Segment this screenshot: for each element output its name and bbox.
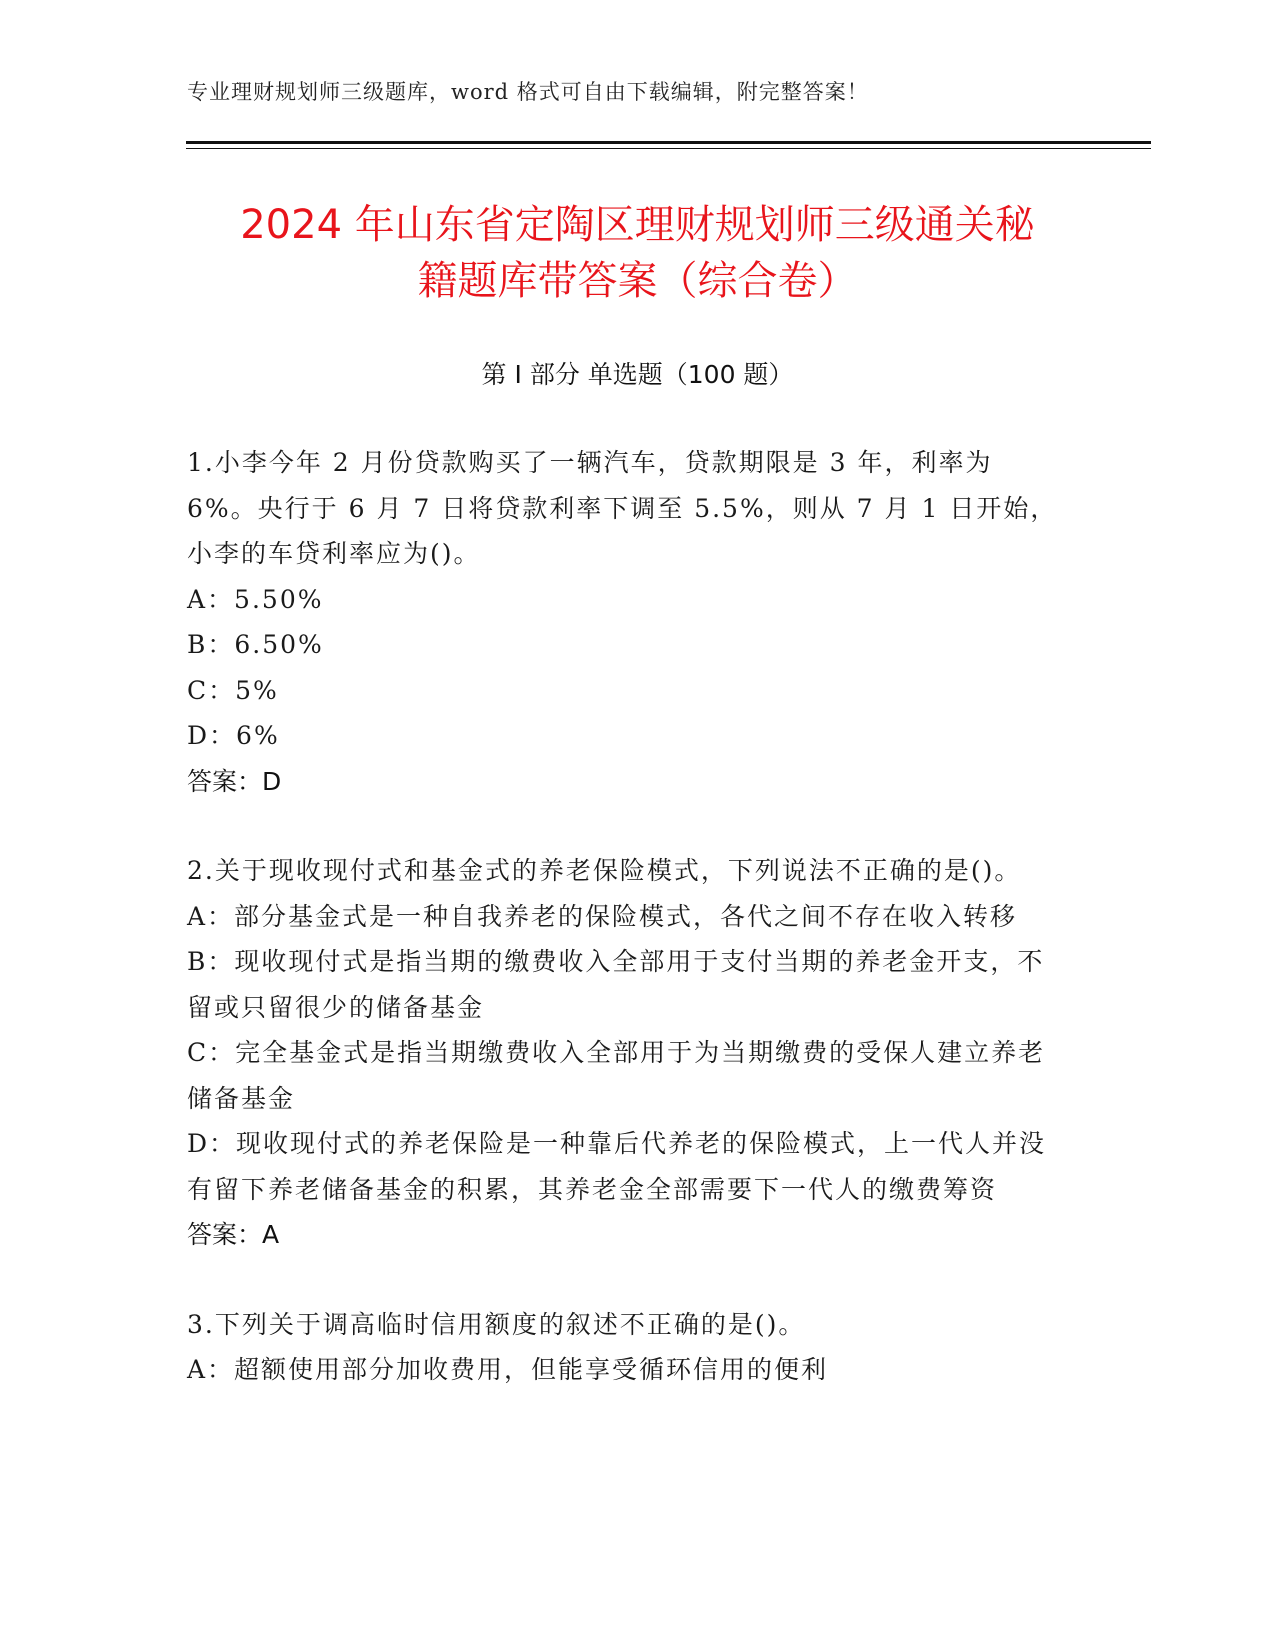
option-c: C：完全基金式是指当期缴费收入全部用于为当期缴费的受保人建立养老储备基金: [187, 1038, 1046, 1113]
option-c: C：5%: [187, 675, 279, 705]
header-rule-thin: [186, 148, 1151, 149]
header-rule-thick: [186, 141, 1151, 144]
document-title-line-1: 2024 年山东省定陶区理财规划师三级通关秘: [240, 202, 1035, 248]
question-1: [187, 440, 1067, 804]
option-d: D：现收现付式的养老保险是一种靠后代养老的保险模式，上一代人并没有留下养老储备基金的积累，其养老金全部需要下一代人的缴费筹资: [187, 1129, 1047, 1204]
option-a: A：部分基金式是一种自我养老的保险模式，各代之间不存在收入转移: [187, 901, 1018, 931]
option-b: B：现收现付式是指当期的缴费收入全部用于支付当期的养老金开支，不留或只留很少的储备基金: [187, 947, 1045, 1022]
question-list: [187, 440, 1067, 1437]
option-b: B：6.50%: [187, 630, 324, 659]
question-text: 2.关于现收现付式和基金式的养老保险模式，下列说法不正确的是()。: [187, 856, 1022, 885]
header-note: 专业理财规划师三级题库，word 格式可自由下载编辑，附完整答案！: [187, 80, 869, 104]
question-2: [187, 848, 1067, 1258]
option-a: A：5.50%: [187, 584, 324, 614]
option-d: D：6%: [187, 721, 280, 750]
question-text: 1.小李今年 2 月份贷款购买了一辆汽车，贷款期限是 3 年，利率为 6%。央行于 6 月 7 日将贷款利率下调至 5.5%，则从 7 月 1 日开始，小李的车贷利率应为()。: [187, 448, 1058, 568]
document-title: [150, 197, 1125, 309]
option-a: A：超额使用部分加收费用，但能享受循环信用的便利: [187, 1355, 829, 1384]
answer: 答案：D: [187, 766, 282, 796]
question-text: 3.下列关于调高临时信用额度的叙述不正确的是()。: [187, 1309, 806, 1339]
section-title: 第 I 部分 单选题（100 题）: [481, 360, 794, 389]
answer: 答案：A: [187, 1220, 280, 1249]
document-title-line-2: 籍题库带答案（综合卷）: [417, 258, 858, 304]
question-3: [187, 1302, 1067, 1393]
